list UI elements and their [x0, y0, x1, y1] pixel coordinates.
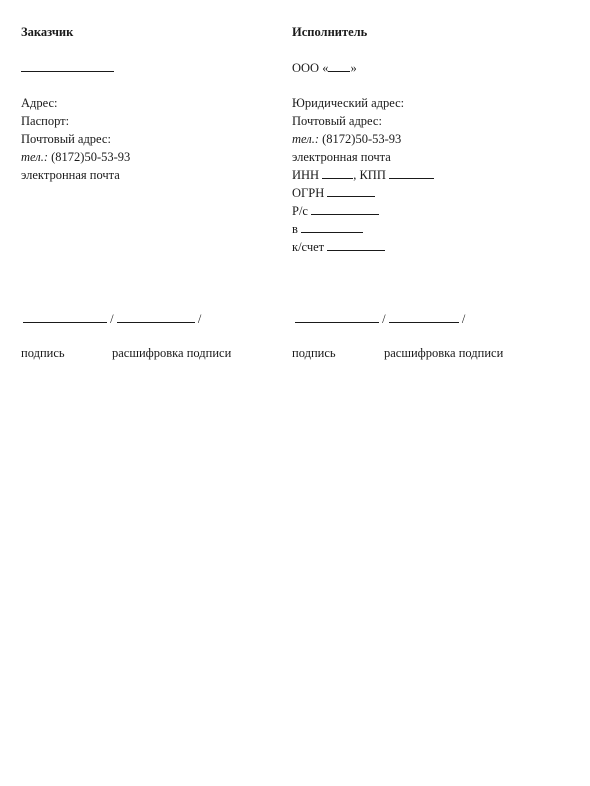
contractor-org-prefix: ООО «: [292, 61, 329, 75]
customer-heading: Заказчик: [21, 25, 74, 39]
contractor-inn-kpp: [292, 168, 434, 182]
contractor-email-label: электронная почта: [292, 150, 391, 164]
customer-transcript-caption: расшифровка подписи: [112, 346, 232, 360]
customer-phone: [21, 150, 130, 164]
contractor-bank-label: в: [292, 222, 298, 236]
contractor-bank: [292, 222, 363, 236]
contractor-phone-prefix: тел.:: [292, 132, 320, 146]
contractor-phone-value: (8172)50-53-93: [319, 132, 402, 146]
customer-signature-field[interactable]: [23, 312, 107, 323]
contractor-corr-account-label: к/счет: [292, 240, 325, 254]
contractor-org-suffix: »: [350, 61, 357, 75]
contractor-phone: [292, 132, 401, 146]
customer-phone-prefix: тел.:: [21, 150, 49, 164]
contractor-org-name: [292, 61, 357, 75]
contractor-account: [292, 204, 379, 218]
contractor-account-field[interactable]: [311, 204, 379, 215]
customer-phone-value: (8172)50-53-93: [48, 150, 131, 164]
contractor-transcript-caption: расшифровка подписи: [384, 346, 504, 360]
customer-address-label: Адрес:: [21, 96, 58, 110]
contractor-corr-account-field[interactable]: [327, 240, 385, 251]
contractor-ogrn: [292, 186, 375, 200]
contractor-signature-caption: подпись: [292, 346, 336, 360]
customer-name-field[interactable]: [21, 61, 114, 72]
contractor-inn-field[interactable]: [322, 168, 353, 179]
customer-signature-line: [23, 312, 201, 326]
contractor-signature-transcript-field[interactable]: [389, 312, 459, 323]
contractor-ogrn-label: ОГРН: [292, 186, 325, 200]
contractor-bank-field[interactable]: [301, 222, 363, 233]
customer-signature-transcript-field[interactable]: [117, 312, 195, 323]
customer-signature-caption: подпись: [21, 346, 65, 360]
contractor-corr-account: [292, 240, 385, 254]
contractor-signature-separator: /: [382, 312, 386, 326]
customer-passport-label: Паспорт:: [21, 114, 70, 128]
contractor-heading: Исполнитель: [292, 25, 368, 39]
customer-email-label: электронная почта: [21, 168, 120, 182]
customer-name-blank: [21, 61, 114, 75]
contractor-kpp-field[interactable]: [389, 168, 434, 179]
contractor-org-name-field[interactable]: [328, 61, 350, 72]
customer-postal-address-label: Почтовый адрес:: [21, 132, 111, 146]
customer-signature-separator-end: /: [197, 312, 202, 326]
contractor-signature-separator-end: /: [461, 312, 466, 326]
contractor-kpp-label: , КПП: [353, 168, 386, 182]
contractor-legal-address-label: Юридический адрес:: [292, 96, 405, 110]
contractor-signature-field[interactable]: [295, 312, 379, 323]
contractor-inn-label: ИНН: [292, 168, 320, 182]
contractor-account-label: Р/с: [292, 204, 308, 218]
contractor-postal-address-label: Почтовый адрес:: [292, 114, 382, 128]
contractor-ogrn-field[interactable]: [327, 186, 375, 197]
contractor-signature-line: [295, 312, 465, 326]
customer-signature-separator: /: [110, 312, 114, 326]
